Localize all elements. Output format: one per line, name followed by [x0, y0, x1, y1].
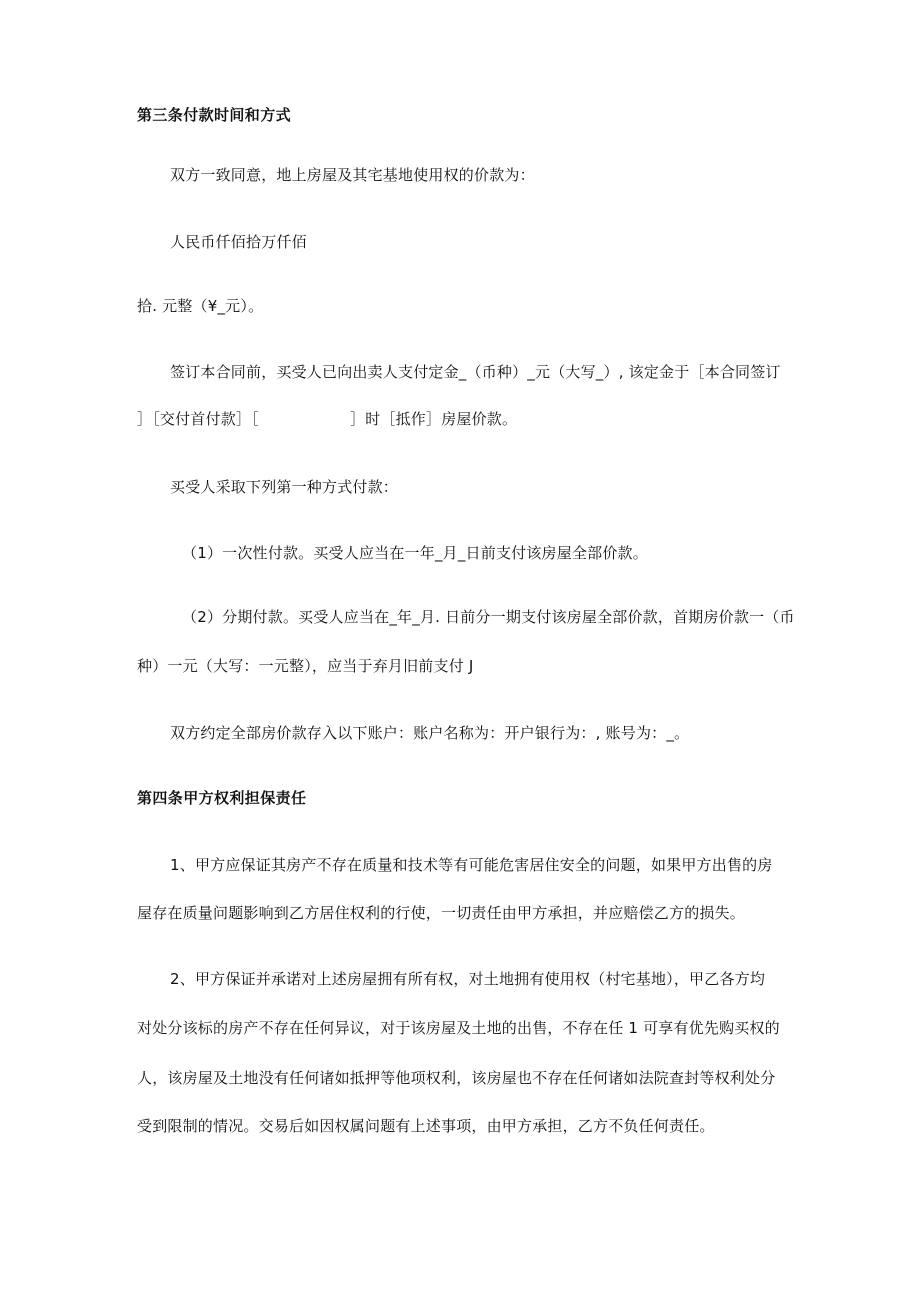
- lump-sum-payment-line: （1）一次性付款。买受人应当在一年_月_日前支付该房屋全部价款。: [182, 544, 648, 562]
- deposit-line-1: 签订本合同前，买受人已向出卖人支付定金_（币种）_元（大写_）, 该定金于［本合同签订: [170, 363, 781, 381]
- clause-2-line-2: 对处分该标的房产不存在任何异议，对于该房屋及土地的出售，不存在任 1 可享有优先购买权的: [137, 1019, 780, 1037]
- price-amount-line-2: 拾. 元整（¥_元）。: [137, 297, 264, 315]
- clause-2-line-4: 受到限制的情况。交易后如因权属问题有上述事项，由甲方承担，乙方不负任何责任。: [137, 1117, 715, 1135]
- price-agreement-line: 双方一致同意，地上房屋及其宅基地使用权的价款为：: [170, 166, 535, 184]
- payment-method-line: 买受人采取下列第一种方式付款：: [170, 478, 399, 496]
- section-3-heading: 第三条付款时间和方式: [137, 106, 292, 124]
- clause-2-line-3: 人，该房屋及土地没有任何诸如抵押等他项权利，该房屋也不存在任何诸如法院查封等权利处分: [137, 1069, 776, 1087]
- clause-1-line-2: 屋存在质量问题影响到乙方居住权利的行使，一切责任由甲方承担，并应赔偿乙方的损失。: [137, 904, 746, 922]
- installment-payment-line-2: 种）一元（大写：一元整），应当于弃月旧前支付 J: [137, 657, 474, 675]
- account-info-line: 双方约定全部房价款存入以下账户：账户名称为：开户银行为：, 账号为：_。: [170, 724, 690, 742]
- deposit-line-2: ］［交付首付款］［ ］时［抵作］房屋价款。: [137, 410, 518, 428]
- installment-payment-line-1: （2）分期付款。买受人应当在_年_月. 日前分一期支付该房屋全部价款，首期房价款一（币: [182, 608, 795, 626]
- section-4-heading: 第四条甲方权利担保责任: [137, 789, 307, 807]
- clause-2-line-1: 2、甲方保证并承诺对上述房屋拥有所有权，对土地拥有使用权（村宅基地），甲乙各方均: [170, 970, 766, 988]
- clause-1-line-1: 1、甲方应保证其房产不存在质量和技术等有可能危害居住安全的问题，如果甲方出售的房: [170, 856, 773, 874]
- price-amount-line-1: 人民币仟佰拾万仟佰: [170, 233, 307, 251]
